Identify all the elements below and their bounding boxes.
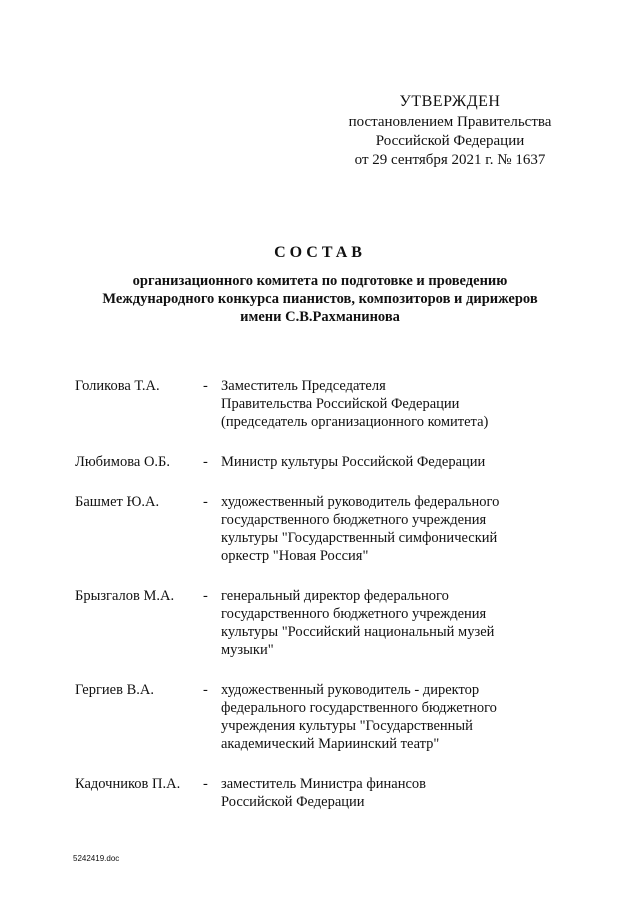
member-row — [75, 453, 545, 471]
member-dash: - — [203, 682, 208, 698]
member-name: Голикова Т.А. — [75, 378, 160, 394]
approval-heading: УТВЕРЖДЕН — [399, 93, 501, 110]
member-name: Брызгалов М.А. — [75, 588, 175, 604]
member-dash: - — [203, 454, 208, 470]
role-line: генеральный директор федерального — [221, 588, 449, 604]
member-role — [221, 587, 545, 659]
members-list — [75, 377, 545, 811]
member-dash: - — [203, 494, 208, 510]
document-heading — [40, 244, 600, 326]
role-line: государственного бюджетного учреждения — [221, 606, 487, 622]
member-dash: - — [203, 588, 208, 604]
member-row — [75, 681, 545, 753]
member-name: Гергиев В.А. — [75, 682, 154, 698]
approval-line: постановлением Правительства — [348, 114, 552, 130]
role-line: культуры "Государственный симфонический — [221, 530, 498, 546]
approval-stamp — [330, 92, 570, 170]
document-subtitle — [40, 272, 600, 326]
member-name: Башмет Ю.А. — [75, 494, 160, 510]
role-line: заместитель Министра финансов — [221, 776, 426, 792]
member-role — [221, 493, 545, 565]
role-line: культуры "Российский национальный музей — [221, 624, 495, 640]
document-title: СОСТАВ — [274, 244, 366, 261]
role-line: оркестр "Новая Россия" — [221, 548, 369, 564]
member-role — [221, 377, 545, 431]
subtitle-line: имени С.В.Рахманинова — [240, 309, 400, 325]
member-row — [75, 775, 545, 811]
role-line: академический Мариинский театр" — [221, 736, 440, 752]
role-line: (председатель организационного комитета) — [221, 414, 489, 430]
approval-date-number: от 29 сентября 2021 г. № 1637 — [354, 152, 546, 168]
role-line: государственного бюджетного учреждения — [221, 512, 487, 528]
member-name: Любимова О.Б. — [75, 454, 170, 470]
role-line: учреждения культуры "Государственный — [221, 718, 473, 734]
role-line: Заместитель Председателя — [221, 378, 386, 394]
role-line: Российской Федерации — [221, 794, 365, 810]
member-role — [221, 453, 545, 471]
role-line: Министр культуры Российской Федерации — [221, 454, 486, 470]
member-row — [75, 377, 545, 431]
role-line: художественный руководитель федерального — [221, 494, 500, 510]
role-line: музыки" — [221, 642, 274, 658]
file-code: 5242419.doc — [73, 854, 120, 863]
role-line: Правительства Российской Федерации — [221, 396, 460, 412]
member-role — [221, 775, 545, 811]
subtitle-line: организационного комитета по подготовке и проведению — [132, 273, 508, 289]
member-row — [75, 587, 545, 659]
member-name: Кадочников П.А. — [75, 776, 181, 792]
member-role — [221, 681, 545, 753]
member-dash: - — [203, 776, 208, 792]
approval-line: Российской Федерации — [375, 133, 525, 149]
member-dash: - — [203, 378, 208, 394]
member-row — [75, 493, 545, 565]
role-line: федерального государственного бюджетного — [221, 700, 497, 716]
role-line: художественный руководитель - директор — [221, 682, 480, 698]
subtitle-line: Международного конкурса пианистов, композиторов и дирижеров — [102, 291, 538, 307]
